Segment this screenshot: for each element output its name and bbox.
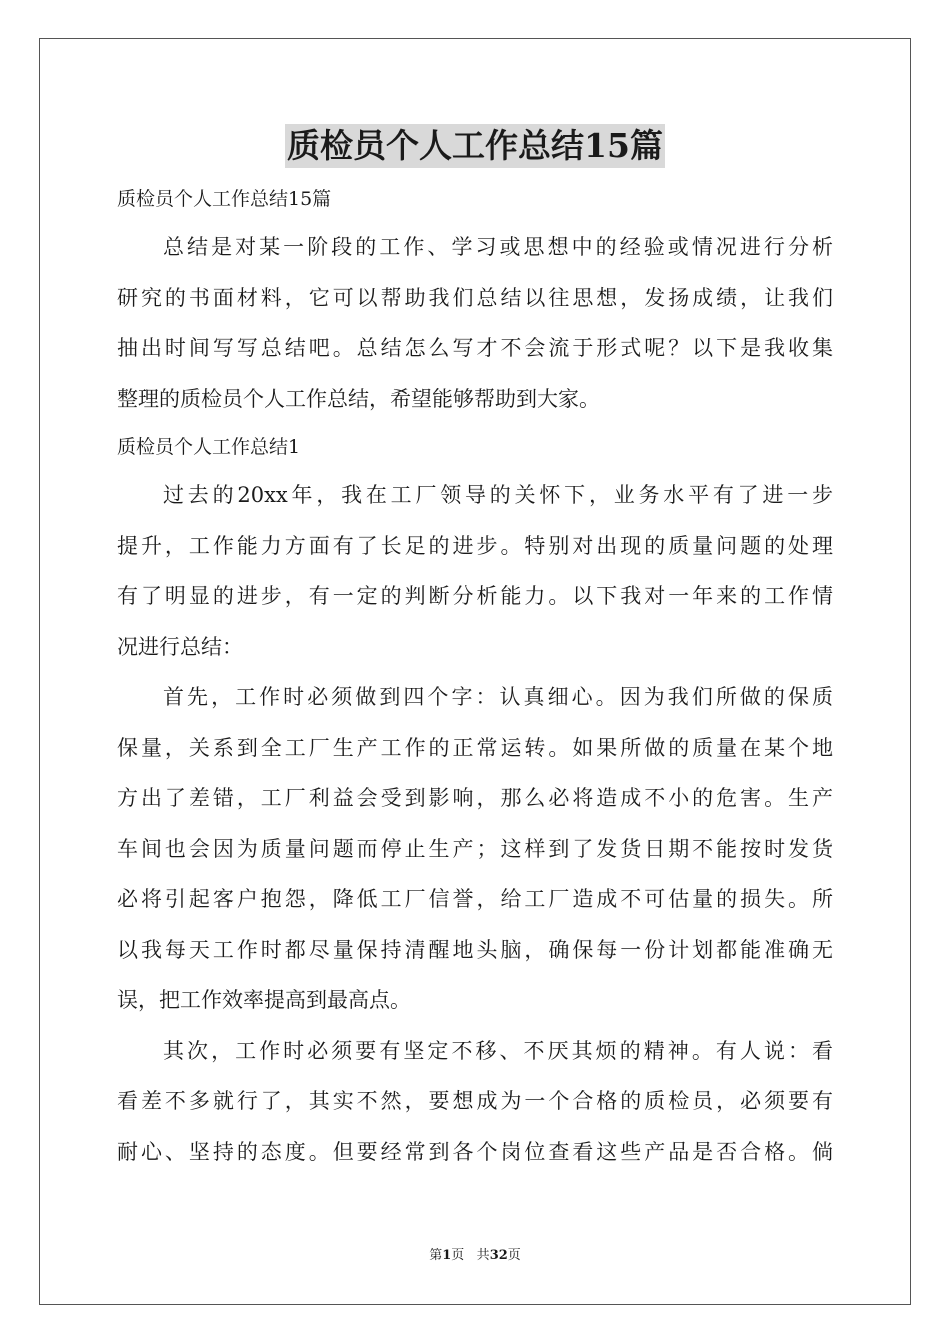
total-suffix: 页 xyxy=(507,1248,521,1263)
paragraph-line: 况进行总结： xyxy=(117,634,243,659)
title-container xyxy=(0,124,950,168)
paragraph-line: 方出了差错，工厂利益会受到影响，那么必将造成不小的危害。生产 xyxy=(117,786,833,810)
paragraph-line: 有了明显的进步，有一定的判断分析能力。以下我对一年来的工作情 xyxy=(117,584,833,608)
paragraph-line: 保量，关系到全工厂生产工作的正常运转。如果所做的质量在某个地 xyxy=(117,735,833,760)
page-footer xyxy=(0,1246,950,1266)
paragraph-line: 必将引起客户抱怨，降低工厂信誉，给工厂造成不可估量的损失。所 xyxy=(117,887,833,911)
paragraph-line: 抽出时间写写总结吧。总结怎么写才不会流于形式呢？以下是我收集 xyxy=(117,336,833,360)
paragraph-line: 研究的书面材料，它可以帮助我们总结以往思想，发扬成绩，让我们 xyxy=(117,285,833,310)
document-title: 质检员个人工作总结15篇 xyxy=(285,124,665,168)
paragraph-line: 以我每天工作时都尽量保持清醒地头脑，确保每一份计划都能准确无 xyxy=(117,937,833,962)
paragraph-line: 车间也会因为质量问题而停止生产；这样到了发货日期不能按时发货 xyxy=(117,836,833,861)
page-suffix: 页 xyxy=(451,1248,465,1263)
paragraph-line: 整理的质检员个人工作总结，希望能够帮助到大家。 xyxy=(117,386,600,411)
paragraph-line: 看差不多就行了，其实不然，要想成为一个合格的质检员，必须要有 xyxy=(117,1089,833,1113)
paragraph-line: 误，把工作效率提高到最高点。 xyxy=(117,988,411,1012)
total-prefix: 共 xyxy=(476,1248,490,1263)
paragraph-line: 提升，工作能力方面有了长足的进步。特别对出现的质量问题的处理 xyxy=(117,533,833,558)
section-heading: 质检员个人工作总结15篇 xyxy=(117,188,332,210)
page-number: 1 xyxy=(442,1248,452,1263)
section-heading: 质检员个人工作总结1 xyxy=(117,436,301,458)
total-pages: 32 xyxy=(489,1248,508,1263)
paragraph-first-line: 总结是对某一阶段的工作、学习或思想中的经验或情况进行分析 xyxy=(163,235,833,259)
paragraph-first-line: 首先，工作时必须做到四个字：认真细心。因为我们所做的保质 xyxy=(163,685,833,709)
paragraph-first-line: 其次，工作时必须要有坚定不移、不厌其烦的精神。有人说：看 xyxy=(163,1038,833,1063)
page-prefix: 第 xyxy=(429,1248,443,1263)
document-body xyxy=(117,176,833,1177)
paragraph-line: 耐心、坚持的态度。但要经常到各个岗位查看这些产品是否合格。倘 xyxy=(117,1139,833,1164)
paragraph-first-line: 过去的20xx年，我在工厂领导的关怀下，业务水平有了进一步 xyxy=(163,483,833,507)
